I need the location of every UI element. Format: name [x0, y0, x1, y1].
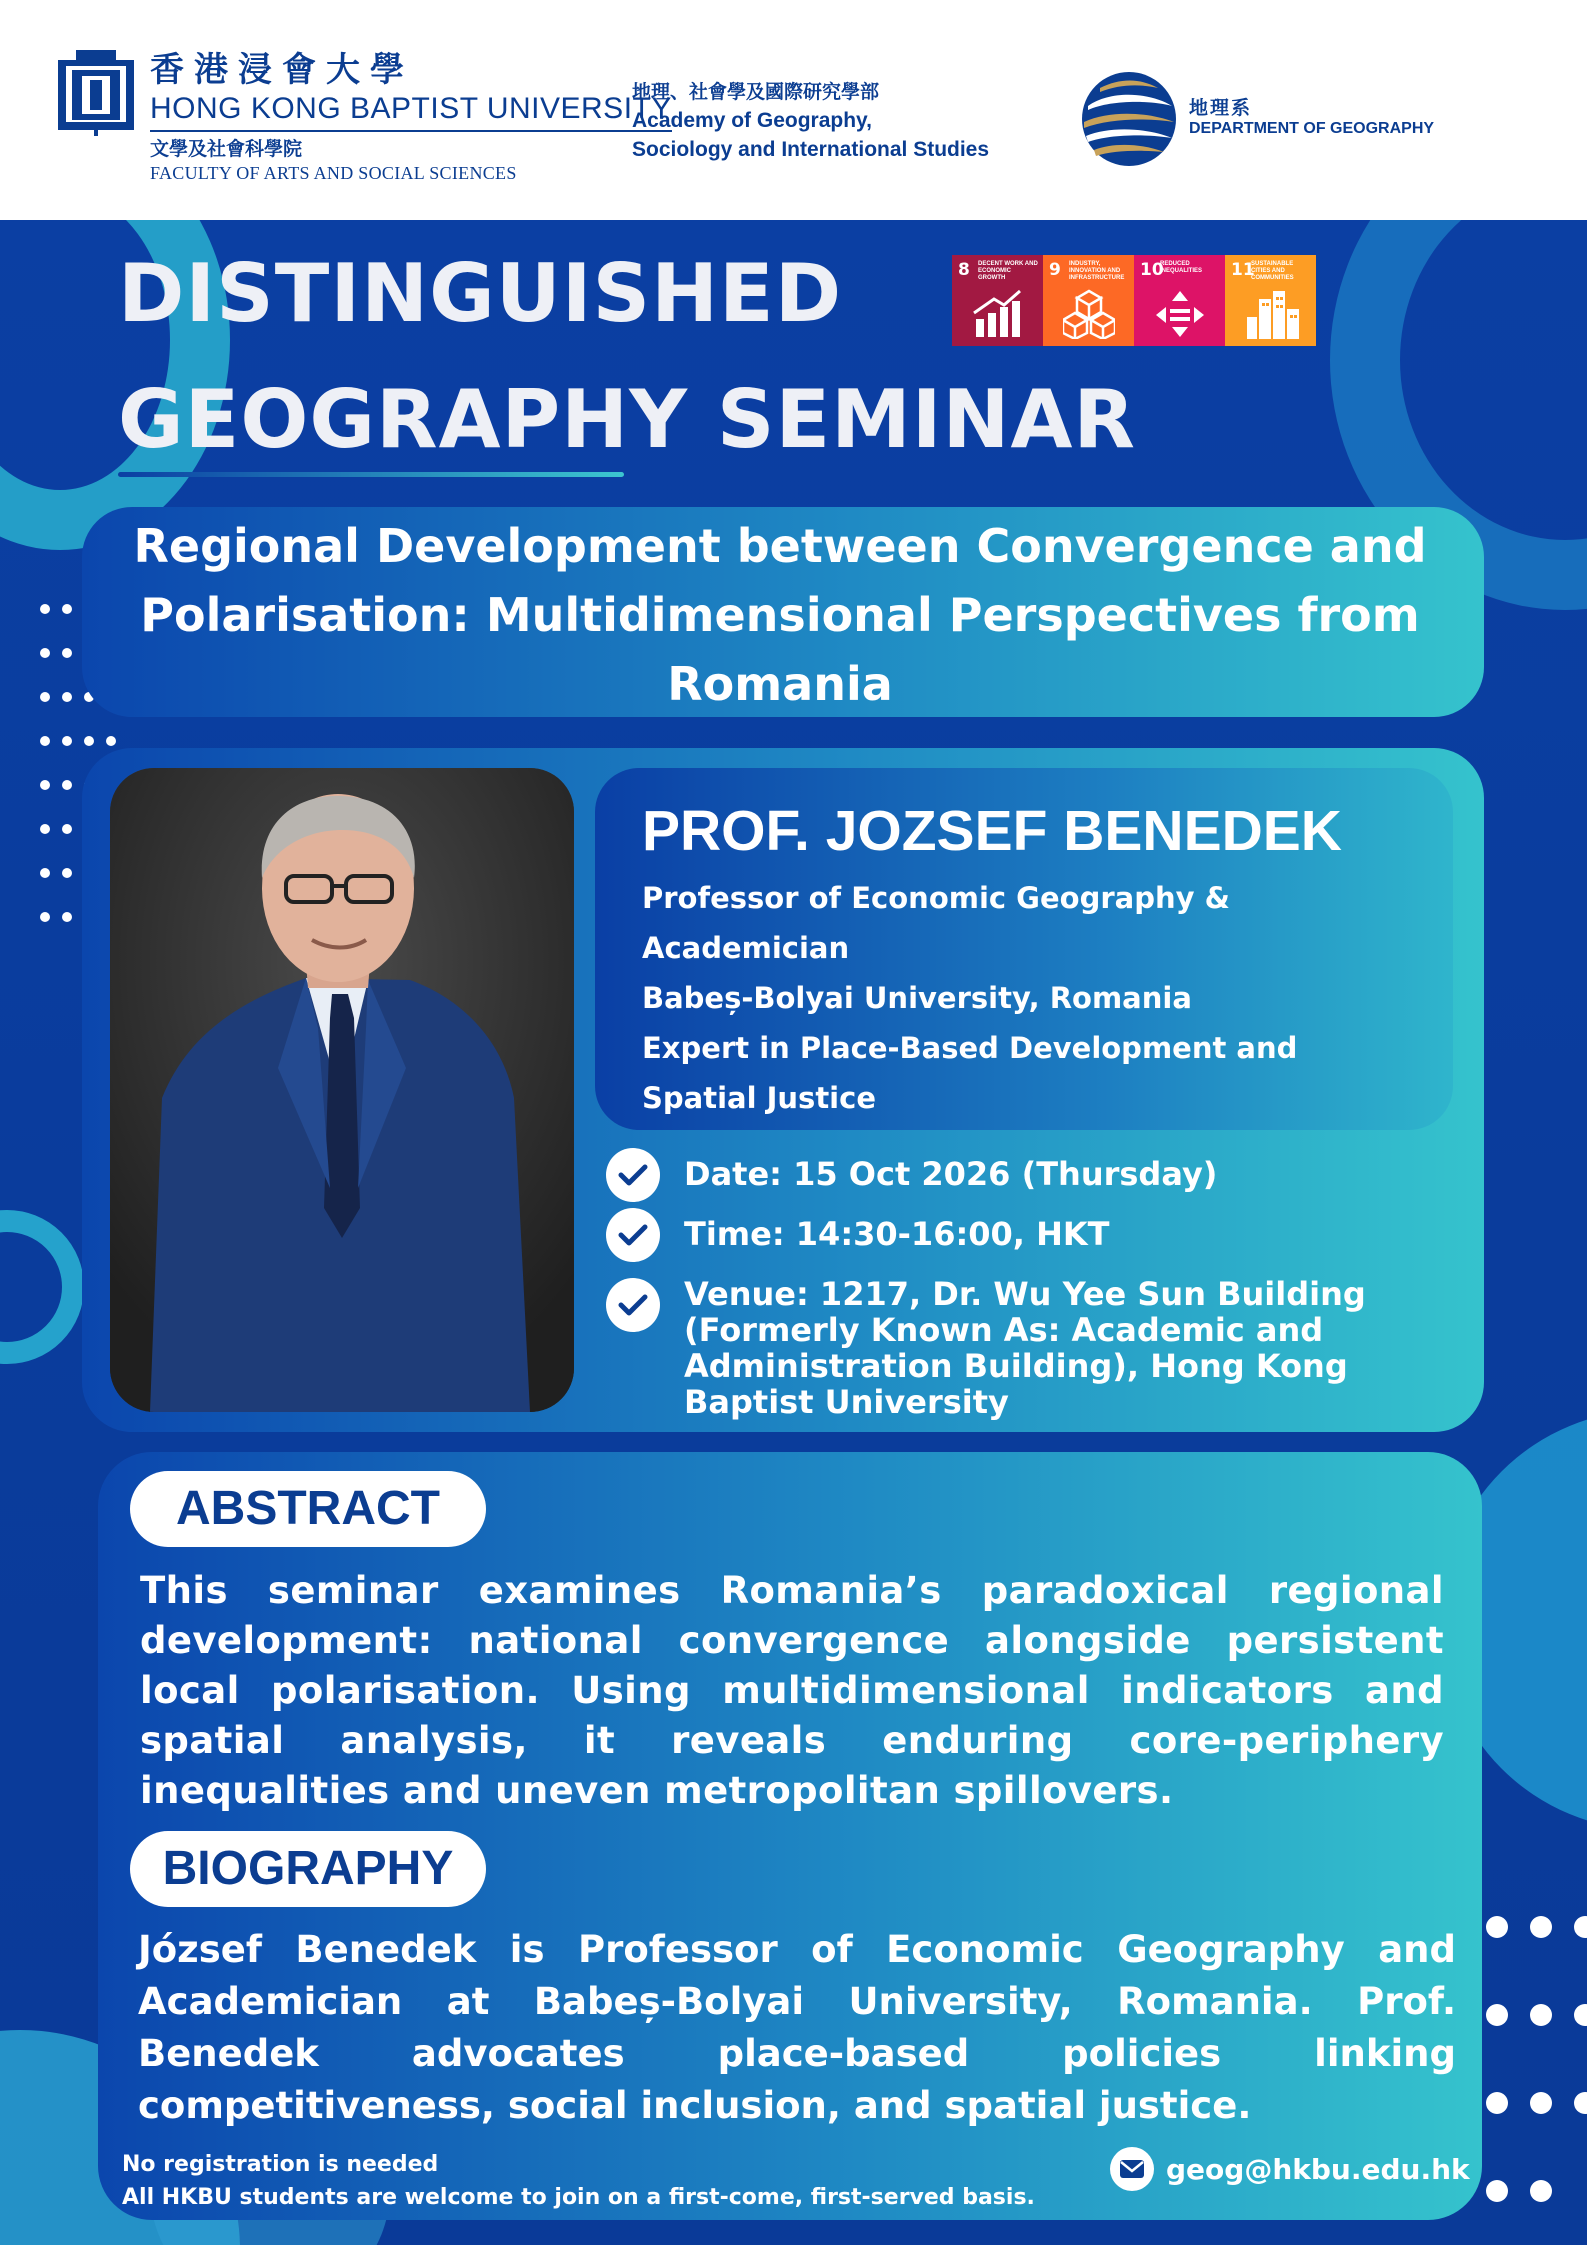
university-name-en: HONG KONG BAPTIST UNIVERSITY — [150, 90, 672, 132]
department-name-en: DEPARTMENT OF GEOGRAPHY — [1189, 120, 1435, 137]
sdg-badge-11 — [1225, 255, 1316, 346]
poster-body — [0, 220, 1587, 2245]
contact-email-address[interactable]: geog@hkbu.edu.hk — [1166, 2152, 1470, 2186]
speaker-role-line: Spatial Justice — [642, 1081, 876, 1115]
mail-icon — [1110, 2147, 1154, 2191]
department-name-zh: 地理系 — [1189, 97, 1253, 119]
growth-chart-icon — [972, 289, 1024, 339]
venue-row — [606, 1275, 1444, 1421]
sdg-number: 9 — [1049, 260, 1061, 280]
speaker-portrait-illustration — [110, 768, 574, 1412]
speaker-photo — [110, 768, 574, 1412]
abstract-text: This seminar examines Romania’s paradoxical regional development: national convergence alongside persistent local polarisation. Using multidimensional indicators and spatial analysis, it reveals enduring core-periphery inequalities and uneven metropolitan spillovers. — [140, 1569, 1444, 1812]
check-icon — [606, 1148, 660, 1202]
faculty-name-zh: 文學及社會科學院 — [150, 138, 303, 160]
equality-arrows-icon — [1154, 289, 1206, 339]
poster-title-line2: GEOGRAPHY SEMINAR — [118, 373, 1136, 466]
event-date: Date: 15 Oct 2026 (Thursday) — [684, 1155, 1218, 1193]
check-icon — [606, 1278, 660, 1332]
date-row — [606, 1148, 1444, 1202]
cubes-icon — [1063, 289, 1115, 339]
speaker-role-line: Expert in Place-Based Development and — [642, 1031, 1298, 1065]
sdg-badge-9 — [1043, 255, 1134, 346]
university-name-block — [150, 50, 672, 184]
sdg-badges — [952, 255, 1316, 346]
globe-logo-icon — [1080, 70, 1178, 168]
academy-name-block — [632, 78, 989, 164]
sdg-number: 10 — [1140, 260, 1164, 280]
speaker-role — [642, 873, 1442, 1123]
speaker-name: PROF. JOZSEF BENEDEK — [642, 799, 1342, 863]
event-venue: Venue: 1217, Dr. Wu Yee Sun Building (Formerly Known As: Academic and Administration Building), Hong Kong Baptist University — [684, 1275, 1366, 1421]
sdg-number: 11 — [1231, 260, 1255, 280]
university-name-zh: 香港浸會大學 — [150, 50, 414, 90]
academy-name-en-line2: Sociology and International Studies — [632, 138, 990, 161]
seminar-topic: Regional Development between Convergence and Polarisation: Multidimensional Perspectives from Romania — [133, 519, 1427, 711]
sdg-number: 8 — [958, 260, 970, 280]
header-bar — [0, 0, 1587, 220]
dot-grid-right — [1486, 1916, 1586, 2216]
event-time: Time: 14:30-16:00, HKT — [684, 1215, 1110, 1253]
sdg-badge-8 — [952, 255, 1043, 346]
decorative-ring — [0, 1210, 84, 1364]
sdg-label: DECENT WORK AND ECONOMIC GROWTH — [978, 261, 1038, 281]
speaker-role-line: Babeș-Bolyai University, Romania — [642, 981, 1192, 1015]
sdg-badge-10 — [1134, 255, 1225, 346]
sdg-label: REDUCED INEQUALITIES — [1160, 261, 1203, 274]
hkbu-crest-icon — [54, 46, 138, 138]
registration-note — [122, 2148, 1035, 2214]
registration-note-line: No registration is needed — [122, 2152, 439, 2177]
academy-name-zh: 地理、社會學及國際研究學部 — [632, 81, 880, 103]
department-name-block — [1189, 97, 1434, 139]
biography-heading: BIOGRAPHY — [130, 1831, 486, 1907]
speaker-role-line: Academician — [642, 931, 850, 965]
title-underline — [118, 472, 624, 477]
abstract-heading: ABSTRACT — [130, 1471, 486, 1547]
speaker-role-line: Professor of Economic Geography & — [642, 881, 1230, 915]
sdg-label: INDUSTRY, INNOVATION AND INFRASTRUCTURE — [1069, 261, 1125, 281]
registration-note-line: All HKBU students are welcome to join on a first-come, first-served basis. — [122, 2185, 1035, 2210]
poster-title-line1: DISTINGUISHED — [118, 247, 843, 340]
biography-text: József Benedek is Professor of Economic Geography and Academician at Babeș-Bolyai University, Romania. Prof. Benedek advocates place-based policies linking competitiveness, social inclusion, and spatial justice. — [138, 1928, 1456, 2127]
time-row — [606, 1208, 1444, 1262]
academy-name-en-line1: Academy of Geography, — [632, 109, 873, 132]
city-icon — [1245, 289, 1301, 339]
sdg-label: SUSTAINABLE CITIES AND COMMUNITIES — [1251, 261, 1294, 281]
check-icon — [606, 1208, 660, 1262]
faculty-name-en: FACULTY OF ARTS AND SOCIAL SCIENCES — [150, 163, 517, 183]
contact-email[interactable] — [1110, 2147, 1470, 2191]
